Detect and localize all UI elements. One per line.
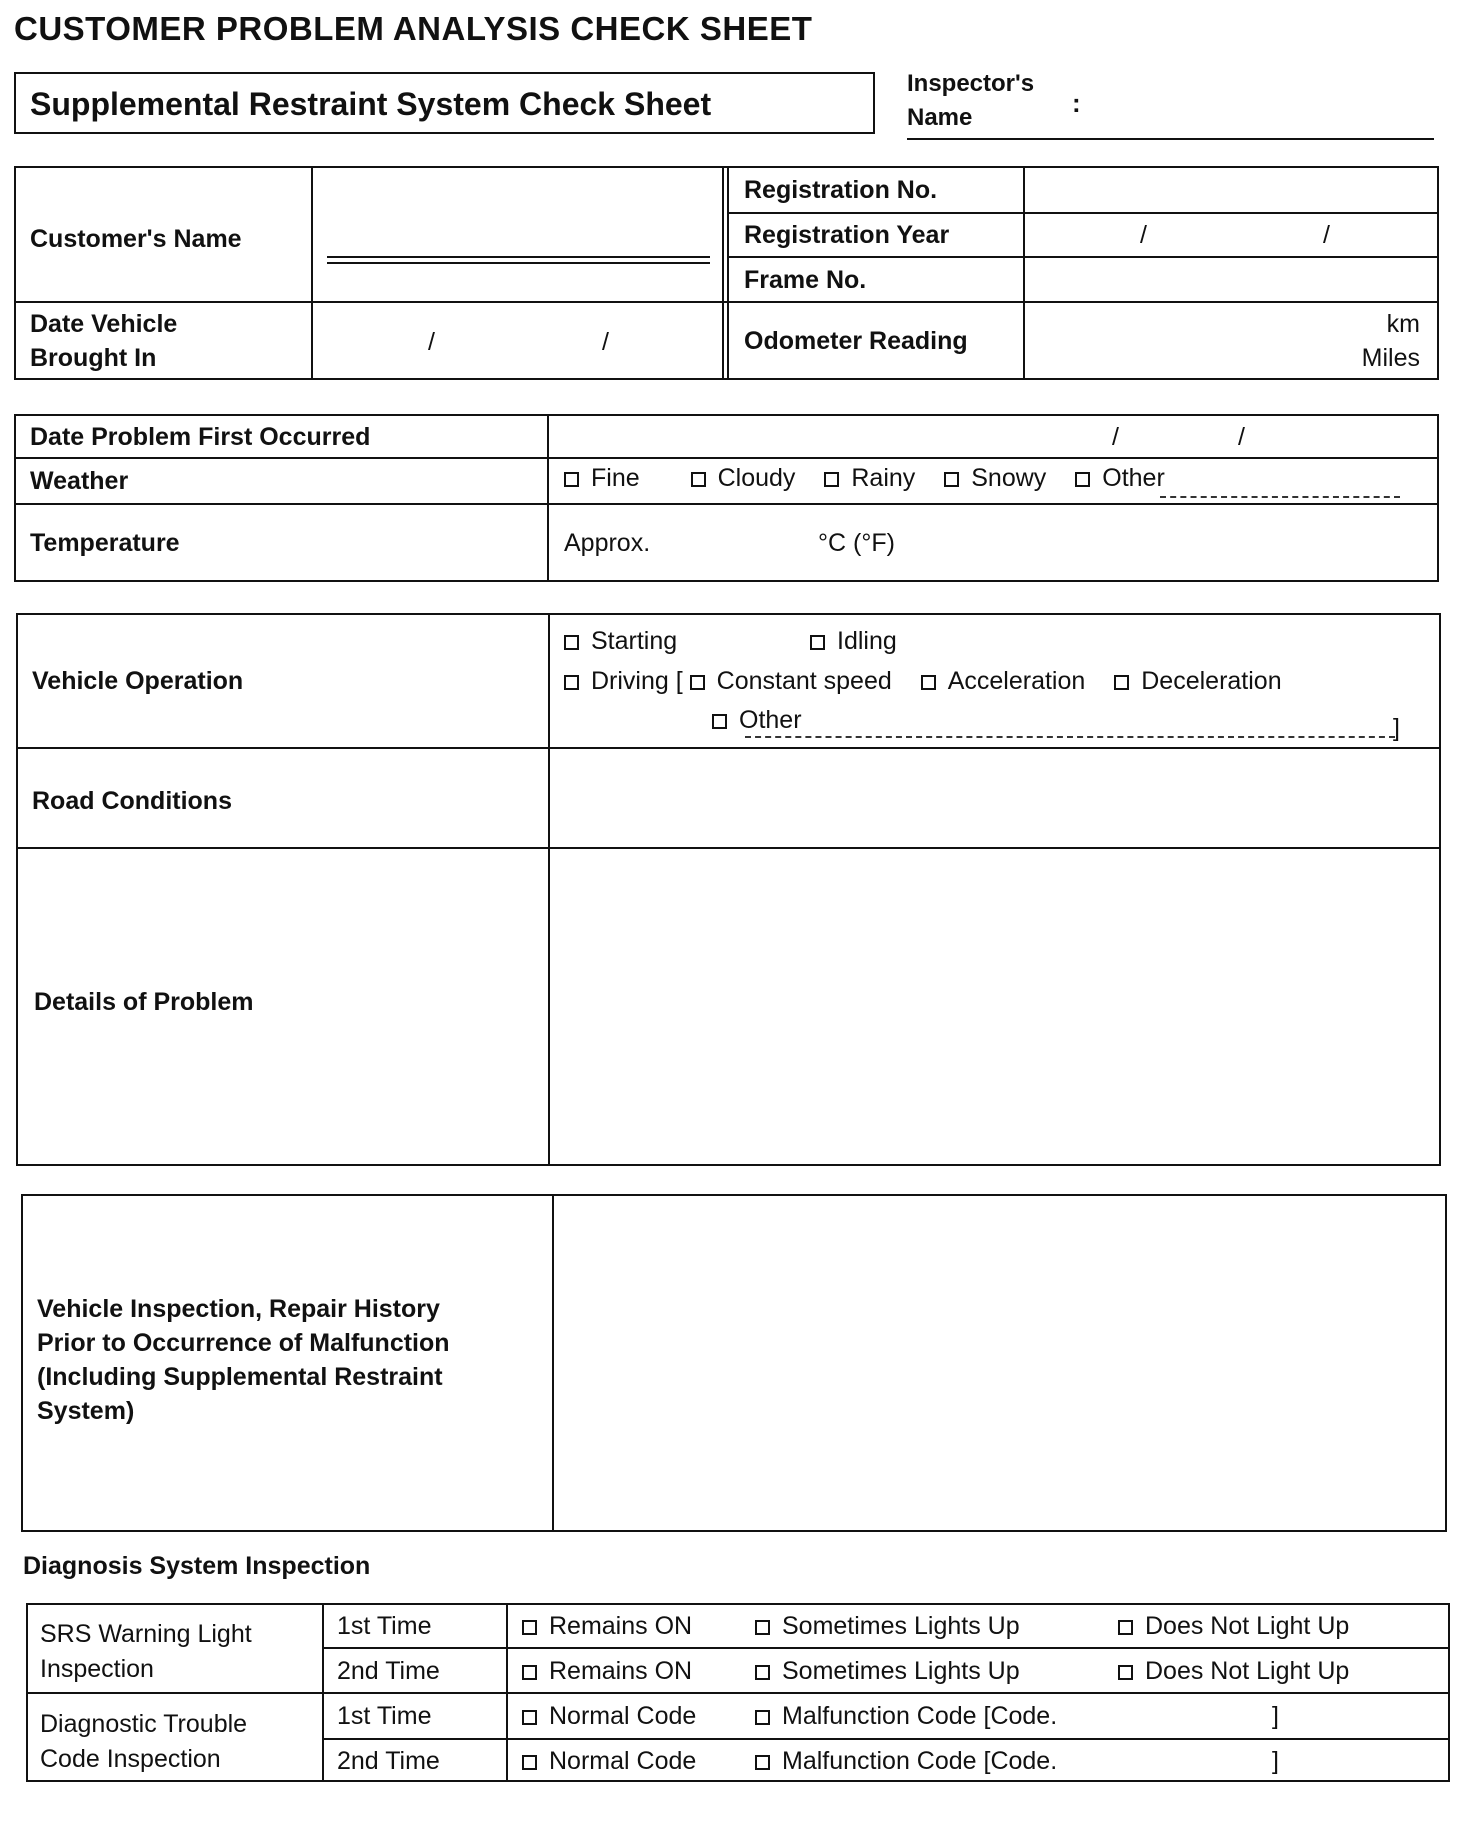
option-label: Constant speed	[716, 667, 892, 695]
inspector-colon: :	[1072, 88, 1081, 118]
option-label: Other	[1102, 464, 1165, 492]
history-label-2: Prior to Occurrence of Malfunction	[37, 1329, 450, 1357]
option-label: Other	[739, 706, 802, 734]
weather-option-fine[interactable]	[564, 464, 640, 492]
date-brought-in-label-1: Date Vehicle	[30, 310, 178, 338]
date-brought-in-label-2: Brought In	[30, 344, 157, 372]
history-label-3: (Including Supplemental Restraint	[37, 1363, 443, 1391]
divider	[14, 457, 1439, 459]
checkbox-icon[interactable]	[810, 635, 825, 650]
checkbox-icon[interactable]	[522, 1620, 537, 1635]
dtc-second-label: 2nd Time	[337, 1747, 440, 1775]
registration-no-label: Registration No.	[744, 176, 938, 204]
customer-name-field[interactable]	[327, 262, 710, 264]
history-label-4: System)	[37, 1397, 135, 1425]
divider	[727, 166, 729, 380]
option-label: Does Not Light Up	[1145, 1657, 1350, 1685]
page-title: CUSTOMER PROBLEM ANALYSIS CHECK SHEET	[14, 10, 813, 47]
checkbox-icon[interactable]	[755, 1665, 770, 1680]
checkbox-icon[interactable]	[522, 1755, 537, 1770]
frame-no-label: Frame No.	[744, 266, 867, 294]
srs-second-does-not[interactable]	[1118, 1657, 1349, 1686]
option-label: Does Not Light Up	[1145, 1612, 1350, 1640]
option-label: Rainy	[851, 464, 916, 492]
checkbox-icon[interactable]	[691, 472, 706, 487]
srs-first-remains-on[interactable]	[522, 1612, 692, 1641]
road-conditions-field[interactable]	[552, 750, 1438, 844]
option-label: Starting	[591, 627, 678, 655]
srs-second-label: 2nd Time	[337, 1657, 440, 1685]
option-label: Fine	[591, 464, 640, 492]
miles-unit: Miles	[1361, 344, 1420, 372]
option-label: Sometimes Lights Up	[782, 1657, 1020, 1685]
temperature-unit: °C (°F)	[818, 529, 895, 557]
checkbox-icon[interactable]	[690, 675, 705, 690]
weather-label: Weather	[30, 467, 129, 495]
srs-first-does-not[interactable]	[1118, 1612, 1349, 1641]
divider	[311, 166, 313, 380]
close-bracket: ]	[1393, 714, 1400, 742]
option-driving-check[interactable]	[564, 667, 683, 695]
srs-second-sometimes[interactable]	[755, 1657, 1020, 1686]
option-other[interactable]	[712, 706, 802, 735]
history-field[interactable]	[556, 1197, 1444, 1529]
option-label: Deceleration	[1141, 667, 1282, 695]
customer-name-label: Customer's Name	[30, 225, 242, 253]
option-label: Sometimes Lights Up	[782, 1612, 1020, 1640]
srs-label-2: Inspection	[40, 1655, 154, 1683]
option-idling[interactable]	[810, 627, 897, 656]
divider	[547, 414, 549, 582]
divider	[552, 1194, 554, 1532]
option-label: Normal Code	[549, 1702, 697, 1730]
option-deceleration[interactable]	[1114, 667, 1281, 695]
checkbox-icon[interactable]	[1118, 1665, 1133, 1680]
option-starting[interactable]	[564, 627, 677, 656]
km-unit: km	[1386, 310, 1420, 338]
option-driving	[564, 667, 1304, 696]
divider	[14, 301, 1439, 303]
dtc-label-1: Diagnostic Trouble	[40, 1710, 248, 1738]
details-field[interactable]	[552, 850, 1438, 1163]
dtc-second-malfunction[interactable]	[755, 1747, 1057, 1776]
date-slash: /	[1112, 423, 1119, 451]
option-label: Remains ON	[549, 1612, 693, 1640]
vehicle-operation-label: Vehicle Operation	[32, 667, 244, 695]
divider	[727, 212, 1439, 214]
checkbox-icon[interactable]	[522, 1665, 537, 1680]
divider	[1023, 166, 1025, 380]
year-slash: /	[1323, 221, 1330, 249]
weather-option-other[interactable]	[1075, 464, 1165, 492]
close-bracket: ]	[1272, 1702, 1279, 1730]
inspector-label-line2: Name	[907, 104, 973, 131]
dtc-first-normal[interactable]	[522, 1702, 696, 1731]
checkbox-icon[interactable]	[564, 472, 579, 487]
date-slash: /	[602, 328, 609, 356]
srs-label-1: SRS Warning Light	[40, 1620, 252, 1648]
temperature-label: Temperature	[30, 529, 180, 557]
checkbox-icon[interactable]	[755, 1620, 770, 1635]
divider	[722, 166, 724, 380]
inspector-name-field[interactable]	[907, 138, 1434, 140]
inspector-label-line1: Inspector's	[907, 70, 1035, 97]
date-slash: /	[428, 328, 435, 356]
checkbox-icon[interactable]	[1118, 1620, 1133, 1635]
operation-other-field[interactable]	[745, 736, 1395, 738]
checkbox-icon[interactable]	[1075, 472, 1090, 487]
subtitle: Supplemental Restraint System Check Sheet	[30, 86, 712, 122]
srs-first-label: 1st Time	[337, 1612, 432, 1640]
weather-option-rainy[interactable]	[824, 464, 915, 492]
checkbox-icon[interactable]	[564, 675, 579, 690]
date-slash: /	[1238, 423, 1245, 451]
diagnosis-heading: Diagnosis System Inspection	[23, 1552, 371, 1580]
divider	[322, 1647, 1450, 1649]
option-label: Driving [	[591, 667, 683, 695]
srs-second-remains-on[interactable]	[522, 1657, 692, 1686]
checkbox-icon[interactable]	[712, 714, 727, 729]
road-conditions-label: Road Conditions	[32, 787, 232, 815]
option-label: Snowy	[971, 464, 1047, 492]
weather-option-snowy[interactable]	[944, 464, 1046, 492]
divider	[14, 503, 1439, 505]
divider	[26, 1692, 1450, 1694]
weather-options	[564, 464, 1187, 493]
option-label: Acceleration	[947, 667, 1086, 695]
year-slash: /	[1140, 221, 1147, 249]
registration-year-label: Registration Year	[744, 221, 950, 249]
checkbox-icon[interactable]	[755, 1710, 770, 1725]
option-label: Malfunction Code [Code.	[782, 1702, 1058, 1730]
checkbox-icon[interactable]	[921, 675, 936, 690]
subtitle-box	[14, 72, 875, 134]
date-first-occurred-label: Date Problem First Occurred	[30, 423, 371, 451]
divider	[16, 747, 1441, 749]
divider	[327, 256, 710, 258]
checkbox-icon[interactable]	[1114, 675, 1129, 690]
close-bracket: ]	[1272, 1747, 1279, 1775]
divider	[16, 847, 1441, 849]
dtc-label-2: Code Inspection	[40, 1745, 221, 1773]
srs-first-sometimes[interactable]	[755, 1612, 1020, 1641]
option-label: Remains ON	[549, 1657, 693, 1685]
dtc-first-label: 1st Time	[337, 1702, 432, 1730]
option-label: Malfunction Code [Code.	[782, 1747, 1058, 1775]
approx-label: Approx.	[564, 529, 651, 557]
option-label: Idling	[837, 627, 897, 655]
checkbox-icon[interactable]	[824, 472, 839, 487]
odometer-label: Odometer Reading	[744, 327, 968, 355]
details-label: Details of Problem	[34, 988, 254, 1016]
weather-other-field[interactable]	[1160, 496, 1400, 498]
divider	[727, 256, 1439, 258]
checkbox-icon[interactable]	[522, 1710, 537, 1725]
history-label-1: Vehicle Inspection, Repair History	[37, 1295, 440, 1323]
checkbox-icon[interactable]	[564, 635, 579, 650]
option-label: Normal Code	[549, 1747, 697, 1775]
divider	[322, 1738, 1450, 1740]
checkbox-icon[interactable]	[755, 1755, 770, 1770]
dtc-second-normal[interactable]	[522, 1747, 696, 1776]
option-constant-speed[interactable]	[690, 667, 892, 695]
checkbox-icon[interactable]	[944, 472, 959, 487]
divider	[548, 613, 550, 1166]
weather-option-cloudy[interactable]	[691, 464, 796, 492]
option-acceleration[interactable]	[921, 667, 1086, 695]
option-label: Cloudy	[717, 464, 796, 492]
dtc-first-malfunction[interactable]	[755, 1702, 1057, 1731]
